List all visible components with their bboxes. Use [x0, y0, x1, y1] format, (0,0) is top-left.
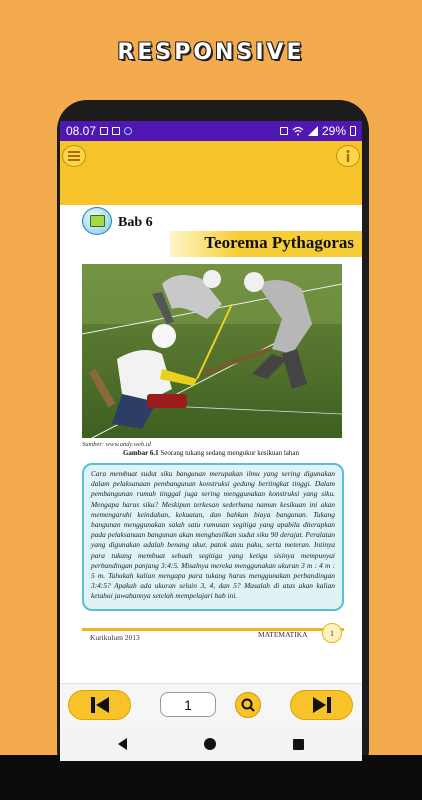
status-bar: [60, 121, 362, 141]
menu-button[interactable]: [62, 145, 86, 167]
image-icon: [100, 127, 108, 135]
status-time: 08.07: [66, 124, 97, 138]
menu-icon: [68, 151, 80, 161]
recent-apps-icon[interactable]: [293, 739, 304, 750]
promo-title: RESPONSIVE: [117, 40, 305, 65]
wifi-icon: [292, 126, 304, 136]
caption-label: Gambar 6.1: [122, 449, 159, 457]
footer-subject: MATEMATIKA: [258, 630, 308, 639]
search-button[interactable]: [235, 692, 261, 718]
book-page: [60, 171, 362, 683]
reader-controls: [60, 683, 362, 727]
search-icon: [241, 698, 255, 712]
skip-previous-icon: [89, 697, 111, 713]
next-page-button[interactable]: [290, 690, 353, 720]
bottom-band: [0, 755, 422, 800]
signal-icon: [308, 126, 318, 136]
back-icon[interactable]: [118, 738, 127, 750]
page-number-badge: 1: [322, 623, 342, 643]
app-header: [60, 141, 362, 171]
folder-icon: [82, 207, 112, 235]
app-icon: [124, 127, 132, 135]
photo-source: Sumber: www.andy.web.id: [82, 441, 151, 448]
lock-icon: [280, 127, 288, 135]
page-top-band: [60, 171, 362, 205]
photo-caption: [60, 449, 362, 457]
sigma-icon: [112, 127, 120, 135]
page-number-input[interactable]: 1: [160, 692, 216, 717]
footer-curriculum: Kurikulum 2013: [90, 633, 140, 642]
intro-text-box: [82, 463, 344, 611]
chapter-title-bar: [170, 231, 362, 257]
skip-next-icon: [311, 697, 333, 713]
battery-percent: 29%: [321, 124, 346, 138]
info-button[interactable]: [336, 145, 360, 167]
chapter-label: Bab 6: [118, 215, 153, 230]
chapter-title: Teorema Pythagoras: [204, 233, 354, 252]
battery-icon: [350, 126, 356, 136]
phone-screen: [60, 121, 362, 761]
caption-text: Seorang tukang sedang mengukur kesikuan lahan: [158, 449, 299, 457]
android-navigation-bar: [60, 727, 362, 761]
previous-page-button[interactable]: [68, 690, 131, 720]
home-icon[interactable]: [204, 738, 216, 750]
intro-paragraph: Cara membuat sudut siku bangunan merupakan ilmu yang sering digunakan dalam pelaksanaan pembangunan konstruksi gedung bertingkat tinggi. Dalam pembangunan rumah tinggal juga sering menggunakan konstruksi yang siku. Mengapa harus siku? Meskipun terkesan sederhana namun kesikuan ini akan memengaruhi keindahan, kekuatan, dan bahkan biaya bangunan. Tukang bangunan menggunakan salah satu rumusan segitiga yang apabila diterapkan pada pelaksanaan bangunan akan menghasilkan sudut siku 90 derajat. Peralatan yang digunakan adalah benang ukur, patok atau paku, serta meteran. Intinya para tukang membuat sebuah segitiga yang ketiga sisinya mempunyai perbandingan panjang 3:4:5. Misalnya mereka menggunakan ukuran 3 m : 4 m : 5 m. Tahukah kalian mengapa para tukang harus menggunakan perbandingan 3:4:5? Apakah ada ukuran selain 3, 4, dan 5? Masalah di atas akan kalian ketahui jawabannya setelah mempelajari bab ini.: [91, 469, 335, 601]
chapter-photo: [82, 264, 342, 438]
info-icon: [345, 150, 351, 162]
